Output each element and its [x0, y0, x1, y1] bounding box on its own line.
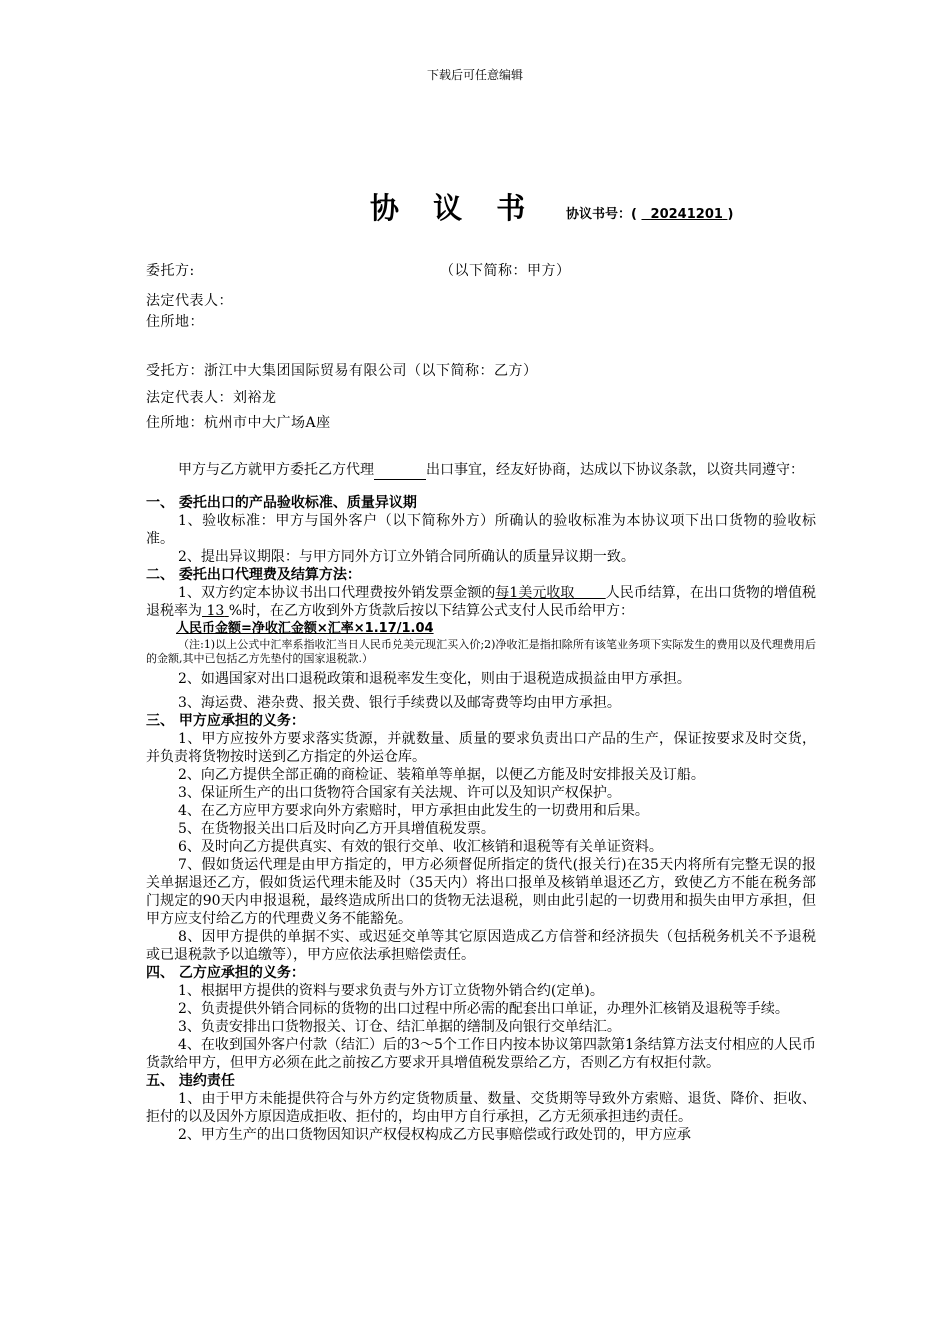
- section-1-title: 一、 委托出口的产品验收标准、质量异议期: [146, 495, 417, 511]
- section-5-title: 五、 违约责任: [146, 1073, 235, 1089]
- agreement-number-value: 20241201: [650, 207, 723, 222]
- section-5-item: 1、由于甲方未能提供符合与外方约定货物质量、数量、交货期等导致外方索赔、退货、降价、拒收、拒付的以及因外方原因造成拒收、拒付的，均由甲方自行承担，乙方无须承担违约责任。: [146, 1091, 816, 1125]
- section-4-item: 4、在收到国外客户付款（结汇）后的3～5个工作日内按本协议第四款第1条结算方法支付相应的人民币货款给甲方，但甲方必须在此之前按乙方要求开具增值税发票给乙方，否则乙方有权拒付款。: [146, 1037, 816, 1071]
- agreement-number-close: ): [727, 207, 734, 222]
- trustee-representative: 法定代表人：刘裕龙: [146, 390, 277, 406]
- blank-line: [374, 465, 426, 480]
- section-2-item: 1、双方约定本协议书出口代理费按外销发票金额的每1美元收取 人民币结算，在出口货物的增值税退税率为 13 %时，在乙方收到外方货款后按以下结算公式支付人民币给甲方：: [146, 585, 816, 619]
- section-3-item: 1、甲方应按外方要求落实货源，并就数量、质量的要求负责出口产品的生产，保证按要求及时交货，并负责将货物按时送到乙方指定的外运仓库。: [146, 731, 816, 765]
- section-4-item: 1、根据甲方提供的资料与要求负责与外方订立货物外销合约(定单)。: [178, 983, 604, 999]
- agreement-number: [566, 203, 733, 222]
- section-3-title: 三、 甲方应承担的义务：: [146, 713, 305, 729]
- section-3-item: 8、因甲方提供的单据不实、或迟延交单等其它原因造成乙方信誉和经济损失（包括税务机关不予退税或已退税款予以追缴等），甲方应依法承担赔偿责任。: [146, 929, 816, 963]
- section-3-item: 7、假如货运代理是由甲方指定的，甲方必须督促所指定的货代(报关行)在35天内将所有完整无误的报关单据退还乙方，假如货运代理未能及时（35天内）将出口报单及核销单退还乙方，致使乙方不能在税务部门规定的90天内申报退税，最终造成所出口的货物无法退税，则由此引起的一切费用和损失由甲方承担，但甲方应支付给乙方的代理费义务不能豁免。: [146, 857, 816, 927]
- agreement-number-label: 协议书号：(: [566, 207, 637, 222]
- trustee-line: 受托方：浙江中大集团国际贸易有限公司（以下简称：乙方）: [146, 363, 538, 379]
- trustee-address: 住所地：杭州市中大广场A座: [146, 415, 331, 431]
- section-4-item: 2、负责提供外销合同标的货物的出口过程中所必需的配套出口单证，办理外汇核销及退税等手续。: [178, 1001, 789, 1017]
- settlement-formula: 人民币金额=净收汇金额×汇率×1.17/1.04: [176, 621, 434, 636]
- intro-paragraph: 甲方与乙方就甲方委托乙方代理 出口事宜，经友好协商，达成以下协议条款，以资共同遵守：: [178, 462, 804, 478]
- client-representative: 法定代表人：: [146, 293, 233, 309]
- section-5-item: 2、甲方生产的出口货物因知识产权侵权构成乙方民事赔偿或行政处罚的，甲方应承: [178, 1127, 691, 1143]
- section-2-title: 二、 委托出口代理费及结算方法：: [146, 567, 361, 583]
- client-short-name: （以下简称：甲方）: [440, 263, 571, 279]
- section-4-title: 四、 乙方应承担的义务：: [146, 965, 305, 981]
- section-3-item: 5、在货物报关出口后及时向乙方开具增值税发票。: [178, 821, 495, 837]
- client-label: 委托方:: [146, 263, 195, 279]
- section-3-item: 4、在乙方应甲方要求向外方索赔时，甲方承担由此发生的一切费用和后果。: [178, 803, 649, 819]
- section-1-item: 1、验收标准：甲方与国外客户（以下简称外方）所确认的验收标准为本协议项下出口货物的验收标准。: [146, 513, 816, 547]
- section-4-item: 3、负责安排出口货物报关、订仓、结汇单据的缮制及向银行交单结汇。: [178, 1019, 621, 1035]
- section-1-item: 2、提出异议期限：与甲方同外方订立外销合同所确认的质量异议期一致。: [178, 549, 635, 565]
- formula-note: （注:1)以上公式中汇率系指收汇当日人民币兑美元现汇买入价;2)净收汇是指扣除所有该笔业务项下实际发生的费用以及代理费用后的金额,其中已包括乙方先垫付的国家退税款.）: [146, 638, 816, 665]
- section-3-item: 2、向乙方提供全部正确的商检证、装箱单等单据，以便乙方能及时安排报关及订船。: [178, 767, 705, 783]
- section-2-item: 3、海运费、港杂费、报关费、银行手续费以及邮寄费等均由甲方承担。: [178, 695, 621, 711]
- document-title: 协 议 书: [370, 191, 538, 225]
- agreement-body: [146, 460, 816, 1144]
- client-address: 住所地：: [146, 314, 204, 330]
- section-3-item: 3、保证所生产的出口货物符合国家有关法规、许可以及知识产权保护。: [178, 785, 621, 801]
- section-3-item: 6、及时向乙方提供真实、有效的银行交单、收汇核销和退税等有关单证资料。: [178, 839, 663, 855]
- page-header: 下载后可任意编辑: [426, 68, 523, 82]
- section-2-item: 2、如遇国家对出口退税政策和退税率发生变化，则由于退税造成损益由甲方承担。: [178, 671, 691, 687]
